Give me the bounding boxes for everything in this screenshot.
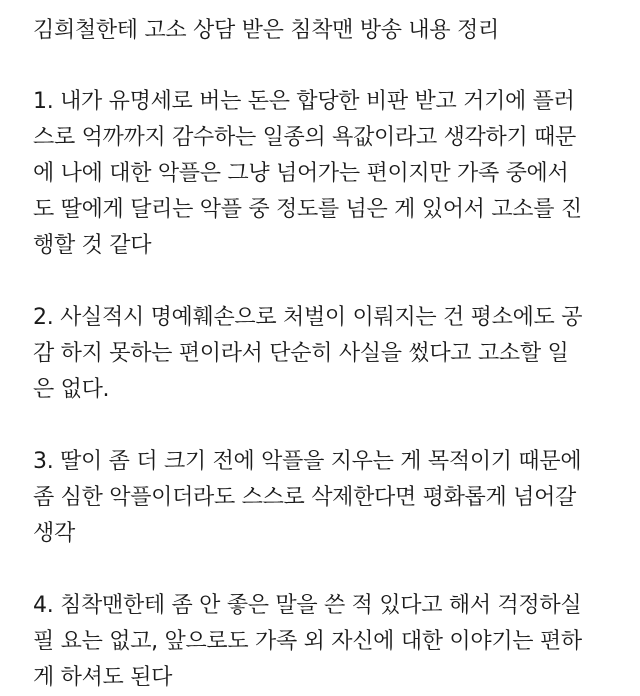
post-title: 김희철한테 고소 상담 받은 침착맨 방송 내용 정리 — [33, 18, 499, 43]
text-line: 좀 심한 악플이더라도 스스로 삭제한다면 평화롭게 넘어갈 — [33, 485, 577, 510]
text-line: 2. 사실적시 명예훼손으로 처벌이 이뤄지는 건 평소에도 공 — [33, 305, 583, 330]
summary-point-1 — [33, 84, 624, 264]
text-line: 스로 억까까지 감수하는 일종의 욕값이라고 생각하기 때문 — [33, 125, 577, 150]
summary-point-2 — [33, 300, 624, 408]
text-line: 감 하지 못하는 편이라서 단순히 사실을 썼다고 고소할 일 — [33, 341, 569, 366]
summary-list — [33, 84, 624, 696]
text-line: 3. 딸이 좀 더 크기 전에 악플을 지우는 게 목적이기 때문에 — [33, 449, 582, 474]
summary-point-4 — [33, 588, 624, 696]
text-line: 4. 침착맨한테 좀 안 좋은 말을 쓴 적 있다고 해서 걱정하실 — [33, 593, 582, 618]
text-line: 게 하셔도 된다 — [33, 665, 173, 690]
text-line: 행할 것 같다 — [33, 233, 152, 258]
text-line: 도 딸에게 달리는 악플 중 정도를 넘은 게 있어서 고소를 진 — [33, 197, 582, 222]
text-line: 에 나에 대한 악플은 그냥 넘어가는 편이지만 가족 중에서 — [33, 161, 569, 186]
summary-point-3 — [33, 444, 624, 552]
text-line: 1. 내가 유명세로 버는 돈은 합당한 비판 받고 거기에 플러 — [33, 89, 575, 114]
text-line: 은 없다. — [33, 377, 110, 402]
text-line: 생각 — [33, 521, 75, 546]
text-line: 필 요는 없고, 앞으로도 가족 외 자신에 대한 이야기는 편하 — [33, 629, 582, 654]
